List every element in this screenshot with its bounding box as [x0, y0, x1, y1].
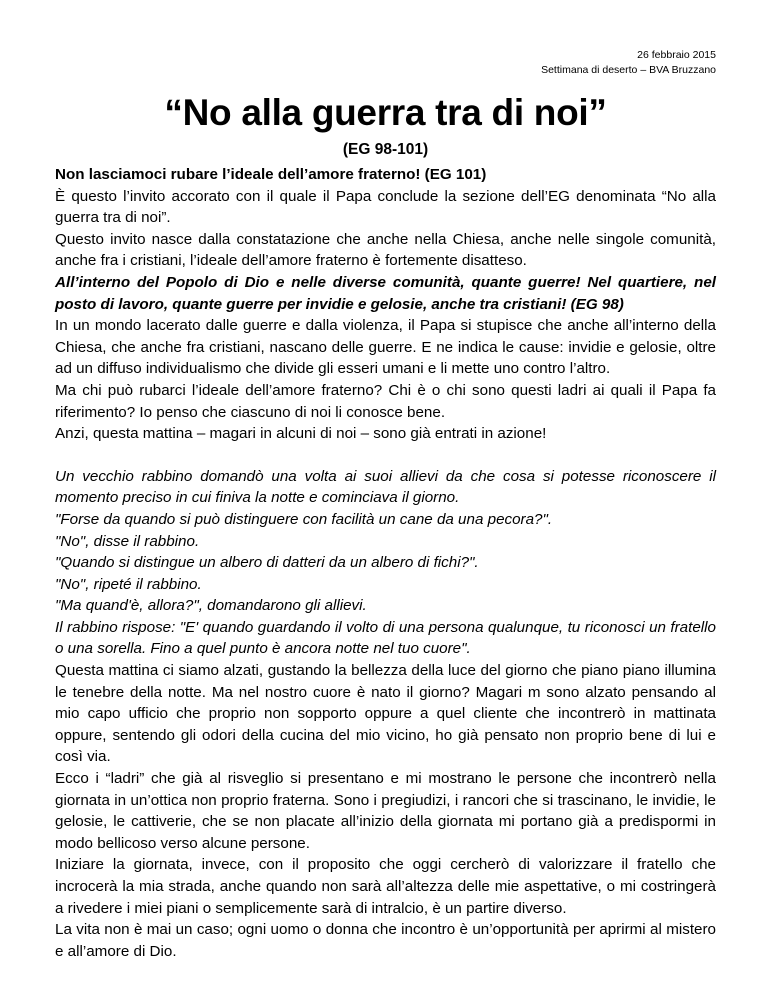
document-body: [55, 164, 716, 962]
header-date: 26 febbraio 2015: [637, 49, 716, 61]
paragraph: Anzi, questa mattina – magari in alcuni di noi – sono già entrati in azione!: [55, 425, 547, 443]
section-heading: Non lasciamoci rubare l’ideale dell’amore fraterno! (EG 101): [55, 166, 487, 183]
paragraph: Ecco i “ladri” che già al risveglio si presentano e mi mostrano le persone che incontrerò nella giornata in un’ottica non proprio fraterna. Sono i pregiudizi, i rancori che si trascinano, le invidie, le gelosie, le cattiverie, che se non placate all’inizio della giornata mi portano già a predispormi in modo bellicoso verso alcune persone.: [55, 770, 716, 852]
header-event: Settimana di deserto – BVA Bruzzano: [541, 64, 716, 76]
story-line: "Ma quand'è, allora?", domandarono gli allievi.: [55, 597, 367, 615]
document-subtitle: (EG 98-101): [342, 141, 429, 158]
paragraph: Ma chi può rubarci l’ideale dell’amore fraterno? Chi è o chi sono questi ladri ai quali il Papa fa riferimento? Io penso che ciascuno di noi li conosce bene.: [55, 381, 716, 421]
story-line: Un vecchio rabbino domandò una volta ai suoi allievi da che cosa si potesse riconoscere il momento preciso in cui finiva la notte e cominciava il giorno.: [55, 467, 716, 507]
story-line: "Forse da quando si può distinguere con facilità un cane da una pecora?".: [55, 510, 553, 528]
story-line: Il rabbino rispose: "E' quando guardando il volto di una persona qualunque, tu riconosci un fratello o una sorella. Fino a quel punto è ancora notte nel tuo cuore".: [55, 618, 716, 658]
paragraph: La vita non è mai un caso; ogni uomo o donna che incontro è un’opportunità per aprirmi al mistero e all’amore di Dio.: [55, 921, 716, 960]
paragraph: Questa mattina ci siamo alzati, gustando la bellezza della luce del giorno che piano piano illumina le tenebre della notte. Ma nel nostro cuore è nato il giorno? Magari m sono alzato pensando al mio capo ufficio che proprio non sopporto oppure a quel cliente che incontrerò in mattinata oppure, sentendo gli odori della cucina del mio vicino, ho già pensato non proprio bene di lui e così via.: [55, 662, 716, 766]
paragraph: È questo l’invito accorato con il quale il Papa conclude la sezione dell’EG denominata “No alla guerra tra di noi”.: [55, 187, 716, 227]
story-line: "Quando si distingue un albero di datteri da un albero di fichi?".: [55, 554, 479, 572]
paragraph: Iniziare la giornata, invece, con il proposito che oggi cercherò di valorizzare il fratello che incrocerà la mia strada, anche quando non sarà all’altezza delle mie aspettative, o mi costringerà a rivedere i miei piani o semplicemente sarà di intralcio, è un partire diverso.: [55, 856, 716, 917]
document-title: “No alla guerra tra di noi”: [164, 92, 607, 133]
story-line: "No", ripeté il rabbino.: [55, 575, 202, 593]
story-line: "No", disse il rabbino.: [55, 532, 200, 550]
paragraph: Questo invito nasce dalla constatazione che anche nella Chiesa, anche nelle singole comunità, anche fra i cristiani, l’ideale dell’amore fraterno è fortemente disatteso.: [55, 230, 716, 270]
document-header: [55, 48, 716, 78]
quotation: All’interno del Popolo di Dio e nelle diverse comunità, quante guerre! Nel quartiere, nel posto di lavoro, quante guerre per invidie e gelosie, anche tra cristiani! (EG 98): [55, 273, 716, 313]
paragraph-spacer: [55, 445, 716, 466]
paragraph: In un mondo lacerato dalle guerre e dalla violenza, il Papa si stupisce che anche all’interno della Chiesa, che anche fra cristiani, nascano delle guerre. E ne indica le cause: invidie e gelosie, oltre ad un diffuso individualismo che divide gli esseri umani e li mette uno contro l’altro.: [55, 317, 716, 378]
